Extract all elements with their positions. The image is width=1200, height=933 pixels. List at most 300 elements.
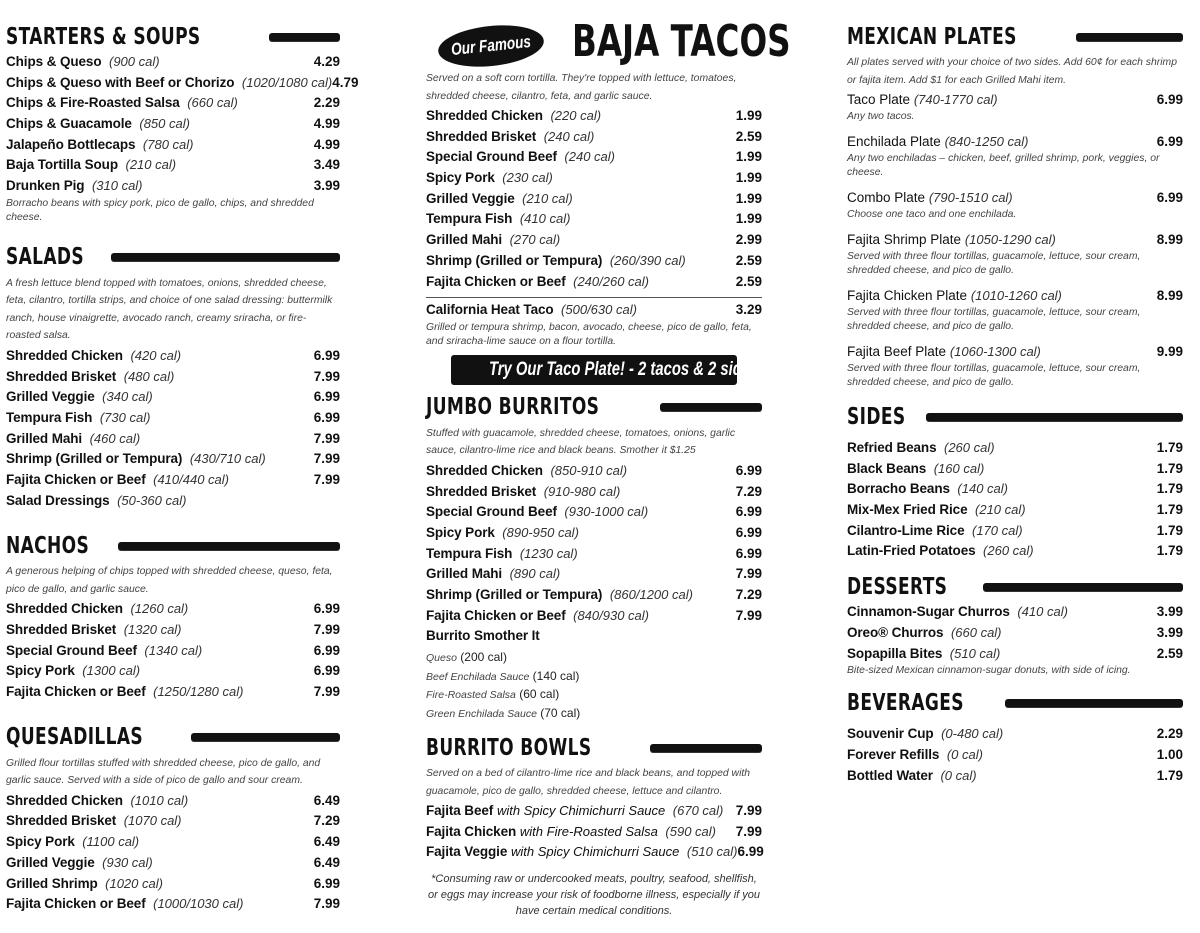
item-name-wrap — [847, 604, 1068, 619]
section-sides — [847, 400, 1183, 564]
item-name-wrap — [6, 896, 243, 911]
item-price: 6.99 — [1156, 134, 1183, 149]
menu-item — [6, 896, 340, 917]
item-price: 7.99 — [735, 803, 762, 819]
item-calories: (1300 cal) — [82, 663, 141, 679]
item-name: Chips & Guacamole — [6, 116, 132, 132]
item-price: 6.99 — [313, 663, 340, 679]
item-name: Grilled Mahi — [426, 566, 503, 582]
plate-list — [847, 92, 1183, 390]
item-price: 1.79 — [1156, 481, 1183, 497]
item-name: Combo Plate — [847, 190, 926, 205]
menu-item — [847, 768, 1183, 789]
section-title: BEVERAGES — [847, 689, 964, 716]
item-name: Shredded Chicken — [6, 792, 123, 808]
item-name-wrap — [426, 129, 594, 144]
item-name: Tempura Fish — [426, 211, 513, 227]
menu-item — [426, 170, 762, 191]
item-price: 1.79 — [1156, 767, 1183, 783]
item-calories: (310 cal) — [91, 178, 143, 194]
item-calories: (430/710 cal) — [189, 451, 266, 467]
item-name-wrap — [6, 834, 139, 849]
baja-header — [426, 16, 791, 70]
item-name-wrap — [6, 601, 188, 616]
item-name: Shredded Brisket — [6, 622, 117, 637]
item-name-wrap — [847, 288, 1062, 303]
item-subtitle: with Fire-Roasted Salsa — [519, 823, 658, 839]
smother-list — [426, 649, 762, 723]
menu-item — [6, 116, 340, 137]
smother-calories: (70 cal) — [540, 705, 581, 720]
item-price: 2.59 — [1156, 645, 1183, 661]
menu-item — [6, 389, 340, 410]
item-name-wrap — [6, 813, 182, 828]
item-note: Any two enchiladas – chicken, beef, grilled shrimp, pork, veggies, or cheese. — [847, 153, 1160, 178]
item-calories: (220 cal) — [550, 108, 602, 123]
menu-item — [426, 253, 762, 274]
item-name: Shredded Brisket — [426, 483, 537, 499]
item-calories: (1020/1080 cal) — [241, 74, 333, 90]
item-name-wrap — [6, 54, 160, 69]
item-name: Souvenir Cup — [847, 726, 934, 742]
item-note: Served with three flour tortillas, guacamole, lettuce, sour cream, shredded cheese, and pico de gallo. — [847, 251, 1141, 276]
item-calories: (850 cal) — [139, 116, 190, 132]
menu-item — [426, 587, 762, 608]
section-description: All plates served with your choice of two sides. Add 60¢ for each shrimp or fajita item. Add $1 for each Grilled Mahi item. — [847, 57, 1177, 86]
item-note: Grilled or tempura shrimp, bacon, avocado, cheese, pico de gallo, feta, and sriracha-lime sauce on a flour tortilla. — [426, 321, 752, 347]
item-name: Fajita Shrimp Plate — [847, 232, 962, 247]
smother-option — [426, 705, 762, 724]
section-description: Stuffed with guacamole, shredded cheese, tomatoes, onions, garlic sauce, cilantro-lime rice and black beans. Smother it $1.25 — [426, 427, 736, 457]
item-name-wrap — [847, 481, 1008, 496]
item-name-wrap — [426, 149, 615, 164]
section-header — [6, 529, 340, 563]
item-price: 6.99 — [313, 601, 340, 617]
item-calories: (1250/1280 cal) — [153, 684, 244, 700]
section-header — [426, 731, 762, 765]
item-calories: (510 cal) — [686, 844, 738, 860]
item-price: 1.79 — [1156, 522, 1183, 538]
section-beverages — [847, 686, 1183, 788]
section-title: SALADS — [6, 244, 85, 271]
item-calories: (840-1250 cal) — [944, 134, 1029, 149]
item-note: Borracho beans with spicy pork, pico de gallo, chips, and shredded cheese. — [6, 197, 314, 223]
item-price: 6.99 — [735, 462, 762, 478]
item-name: Shredded Chicken — [6, 347, 123, 363]
item-calories: (50-360 cal) — [117, 492, 187, 508]
item-calories: (510 cal) — [949, 645, 1001, 661]
item-name-wrap — [847, 232, 1056, 247]
menu-item — [847, 134, 1183, 154]
item-calories: (1230 cal) — [519, 545, 578, 561]
item-name-wrap — [847, 461, 984, 476]
item-calories: (210 cal) — [975, 502, 1026, 518]
section-baja-tacos — [426, 16, 791, 349]
item-name-wrap — [426, 587, 693, 602]
item-name-wrap — [847, 625, 1002, 640]
item-calories: (910-980 cal) — [543, 483, 621, 499]
item-name-wrap — [426, 274, 649, 289]
smother-calories: (200 cal) — [460, 650, 507, 665]
smother-name: Beef Enchilada Sauce — [426, 670, 530, 683]
item-name: Black Beans — [847, 460, 927, 476]
item-name: Fajita Chicken or Beef — [6, 684, 146, 700]
section-title: STARTERS & SOUPS — [6, 23, 201, 50]
menu-item — [6, 431, 340, 452]
brush-divider — [118, 543, 340, 550]
item-note: Any two tacos. — [847, 111, 915, 122]
item-calories: (140 cal) — [957, 481, 1008, 497]
item-name: Forever Refills — [847, 746, 940, 762]
banner-text: Try Our Taco Plate! - 2 tacos & 2 sides — [488, 358, 759, 380]
item-calories: (660 cal) — [187, 95, 238, 111]
menu-item — [426, 504, 762, 525]
item-name-wrap — [426, 525, 579, 540]
menu-item — [426, 484, 762, 505]
section-title: NACHOS — [6, 532, 90, 559]
item-price: 8.99 — [1156, 288, 1183, 303]
item-name: Spicy Pork — [6, 663, 75, 679]
item-name: California Heat Taco — [426, 302, 554, 318]
item-name-wrap — [6, 389, 153, 404]
item-name-wrap — [847, 344, 1041, 359]
item-name: Latin-Fried Potatoes — [847, 543, 976, 559]
section-header — [6, 721, 340, 755]
item-name: Cilantro-Lime Rice — [847, 522, 965, 538]
item-name: Bottled Water — [847, 767, 933, 783]
item-price: 6.99 — [735, 524, 762, 540]
item-list — [847, 440, 1183, 564]
item-calories: (240/260 cal) — [573, 273, 649, 289]
item-name-wrap — [847, 502, 1026, 517]
item-calories: (230 cal) — [502, 170, 553, 186]
item-name: Grilled Mahi — [426, 232, 503, 248]
item-name: Shrimp (Grilled or Tempura) — [426, 252, 603, 268]
menu-item — [847, 523, 1183, 544]
item-calories: (1100 cal) — [82, 834, 140, 850]
smother-calories: (60 cal) — [519, 687, 560, 702]
menu-item — [6, 876, 340, 897]
item-price: 8.99 — [1156, 232, 1183, 247]
item-price: 7.29 — [735, 587, 762, 602]
menu-item — [847, 190, 1183, 210]
item-calories: (930 cal) — [102, 854, 153, 870]
item-name-wrap — [6, 157, 176, 172]
menu-item — [6, 493, 340, 514]
item-price: 4.99 — [313, 136, 340, 152]
item-name: Spicy Pork — [426, 170, 495, 186]
item-price: 6.99 — [737, 844, 764, 860]
menu-item — [6, 793, 340, 814]
item-calories: (1050-1290 cal) — [964, 232, 1056, 247]
item-list — [6, 54, 359, 199]
menu-item — [426, 566, 762, 587]
section-title: MEXICAN PLATES — [847, 23, 1017, 50]
item-list — [426, 463, 762, 629]
menu-item — [6, 622, 340, 643]
item-name: Baja Tortilla Soup — [6, 157, 118, 173]
smother-calories: (140 cal) — [532, 668, 580, 683]
section-title: BURRITO BOWLS — [426, 734, 592, 761]
item-price: 3.29 — [735, 302, 762, 318]
section-description: A generous helping of chips topped with shredded cheese, queso, feta, pico de gallo, and garlic sauce. — [6, 566, 333, 595]
item-name-wrap — [426, 108, 601, 123]
item-price: 1.79 — [1156, 502, 1183, 518]
item-name: Shredded Chicken — [426, 108, 543, 123]
section-description: A fresh lettuce blend topped with tomatoes, onions, shredded cheese, feta, cilantro, tortilla strips, and choice of one salad dressing: buttermilk ranch, house vinaigrette, avocado ranch, creamy sriracha, or fire-roasted salsa. — [6, 277, 333, 342]
item-list — [847, 726, 1183, 788]
item-calories: (930-1000 cal) — [564, 504, 649, 520]
section-header — [847, 20, 1183, 54]
item-calories: (1340 cal) — [144, 642, 203, 658]
item-name: Shredded Brisket — [6, 368, 117, 384]
item-price: 6.99 — [735, 504, 762, 520]
item-name: Mix-Mex Fried Rice — [847, 502, 968, 518]
item-name: Fajita Beef Plate — [847, 344, 947, 359]
item-name-wrap — [847, 134, 1028, 149]
menu-item — [426, 211, 762, 232]
item-name-wrap — [6, 472, 229, 487]
menu-item — [426, 232, 762, 253]
item-calories: (410 cal) — [519, 211, 571, 227]
item-name-wrap — [426, 211, 570, 226]
item-name: Sopapilla Bites — [847, 645, 943, 661]
item-price: 7.99 — [313, 622, 340, 637]
smother-name: Green Enchilada Sauce — [426, 707, 537, 720]
item-name-wrap — [6, 369, 174, 384]
menu-item — [6, 178, 340, 199]
item-name-wrap — [6, 451, 266, 466]
item-name: Chips & Queso with Beef or Chorizo — [6, 74, 235, 90]
smother-option — [426, 686, 762, 705]
item-price: 6.99 — [735, 545, 762, 561]
section-desserts — [847, 570, 1183, 678]
section-header — [426, 391, 762, 425]
item-name-wrap — [6, 622, 182, 637]
item-price: 4.29 — [313, 54, 340, 69]
item-name-wrap — [847, 543, 1034, 558]
item-price: 1.99 — [735, 211, 762, 227]
menu-item — [6, 137, 340, 158]
item-note: Choose one taco and one enchilada. — [847, 209, 1017, 220]
brush-divider — [660, 404, 762, 411]
item-name: Jalapeño Bottlecaps — [6, 136, 136, 152]
item-calories: (1010-1260 cal) — [970, 288, 1062, 303]
brush-divider — [926, 414, 1183, 421]
menu-column-middle — [426, 16, 791, 919]
item-price: 7.99 — [313, 684, 340, 700]
item-calories: (900 cal) — [108, 54, 160, 69]
brush-divider — [111, 254, 340, 261]
item-calories: (410/440 cal) — [153, 471, 229, 487]
section-description: Served on a bed of cilantro-lime rice and black beans, and topped with guacamole, pico de gallo, shredded cheese, lettuce and cilantro. — [426, 768, 751, 797]
item-price: 6.99 — [313, 409, 340, 425]
item-name: Grilled Shrimp — [6, 875, 98, 891]
item-name-wrap — [6, 75, 332, 90]
menu-item — [847, 625, 1183, 646]
item-price: 7.99 — [313, 430, 340, 446]
item-name: Shredded Brisket — [426, 128, 537, 144]
smother-title: Burrito Smother It — [426, 628, 540, 644]
item-price: 9.99 — [1156, 344, 1183, 359]
section-quesadillas — [6, 721, 340, 917]
smother-option — [426, 668, 762, 687]
item-name-wrap — [6, 684, 243, 699]
item-name: Salad Dressings — [6, 492, 110, 508]
item-calories: (860/1200 cal) — [609, 587, 693, 602]
item-name: Spicy Pork — [6, 834, 75, 850]
section-header — [847, 686, 1183, 720]
section-description: Served on a soft corn tortilla. They're topped with lettuce, tomatoes, shredded cheese, cilantro, feta, and garlic sauce. — [426, 73, 737, 102]
item-name-wrap — [847, 92, 998, 107]
item-name: Fajita Chicken or Beef — [426, 273, 566, 289]
menu-item — [426, 463, 762, 484]
item-name-wrap — [847, 768, 977, 783]
menu-column-left — [6, 20, 359, 933]
section-burrito-bowls — [426, 731, 762, 865]
item-name-wrap — [6, 178, 143, 193]
menu-item — [6, 54, 340, 75]
item-calories: (240 cal) — [564, 149, 615, 165]
item-name-wrap — [426, 170, 553, 185]
menu-item — [426, 191, 762, 212]
item-price: 1.79 — [1156, 543, 1183, 559]
item-price: 7.99 — [313, 896, 340, 912]
menu-item — [847, 440, 1183, 461]
section-header — [6, 241, 340, 275]
item-calories: (790-1510 cal) — [928, 190, 1013, 205]
menu-item — [426, 525, 762, 546]
item-name: Borracho Beans — [847, 481, 950, 497]
smother-name: Fire-Roasted Salsa — [426, 689, 516, 702]
item-calories: (1260 cal) — [130, 601, 189, 617]
item-name: Taco Plate — [847, 92, 911, 107]
smother-option — [426, 649, 762, 668]
item-price: 7.99 — [313, 368, 340, 384]
item-calories: (0 cal) — [946, 746, 983, 762]
item-name-wrap — [847, 440, 995, 455]
item-list — [6, 348, 340, 514]
item-price: 3.99 — [313, 178, 340, 194]
item-name: Chips & Queso — [6, 54, 102, 69]
brush-divider — [1076, 34, 1183, 41]
item-calories: (260/390 cal) — [609, 252, 686, 268]
item-subtitle: with Spicy Chimichurri Sauce — [511, 844, 680, 860]
brush-divider — [191, 734, 340, 741]
item-name: Grilled Veggie — [6, 389, 95, 405]
item-calories: (1010 cal) — [130, 792, 189, 808]
item-name: Fajita Chicken — [426, 823, 517, 839]
item-price: 2.59 — [735, 273, 762, 289]
plate-item — [847, 232, 1183, 278]
item-name-wrap — [426, 824, 716, 839]
item-name: Tempura Fish — [426, 545, 513, 561]
menu-item — [426, 149, 762, 170]
item-name: Grilled Veggie — [426, 190, 515, 206]
item-price: 1.79 — [1156, 460, 1183, 476]
item-name-wrap — [6, 348, 181, 363]
item-price: 2.29 — [313, 95, 340, 111]
item-calories: (890 cal) — [509, 566, 561, 582]
menu-item — [847, 646, 1183, 667]
menu-item — [847, 747, 1183, 768]
item-name-wrap — [426, 608, 649, 623]
item-name-wrap — [426, 232, 560, 247]
menu-item — [847, 461, 1183, 482]
food-safety-footnote: *Consuming raw or undercooked meats, poultry, seafood, shellfish, or eggs may increase your risk of foodborne illness, especially if you have certain medical conditions. — [428, 873, 760, 918]
plate-item — [847, 190, 1183, 222]
menu-item — [6, 369, 340, 390]
item-name-wrap — [6, 793, 188, 808]
menu-item — [426, 274, 762, 295]
section-header — [847, 400, 1183, 434]
item-name: Chips & Fire-Roasted Salsa — [6, 95, 180, 111]
item-price: 7.99 — [735, 566, 762, 582]
item-calories: (260 cal) — [944, 440, 995, 455]
item-price: 6.99 — [1156, 92, 1183, 107]
item-calories: (340 cal) — [102, 389, 153, 405]
item-list — [847, 604, 1183, 666]
section-title: SIDES — [847, 403, 906, 430]
item-price: 1.99 — [735, 170, 762, 186]
item-price: 2.59 — [735, 252, 762, 268]
menu-item — [6, 74, 359, 96]
item-calories: (170 cal) — [972, 522, 1023, 538]
brush-divider — [1005, 700, 1183, 707]
item-name-wrap — [426, 504, 648, 519]
item-name-wrap — [426, 463, 627, 478]
section-title: JUMBO BURRITOS — [426, 394, 600, 421]
menu-item — [426, 824, 762, 845]
item-name-wrap — [6, 95, 238, 110]
section-title: BAJA TACOS — [572, 16, 791, 67]
badge-text: Our Famous — [450, 31, 532, 60]
item-calories: (210 cal) — [125, 157, 177, 173]
item-calories: (850-910 cal) — [550, 462, 628, 478]
item-name-wrap — [426, 484, 620, 499]
item-price: 1.79 — [1156, 440, 1183, 455]
item-name: Shredded Chicken — [6, 601, 123, 617]
menu-item — [6, 157, 340, 178]
item-calories: (840/930 cal) — [573, 607, 649, 623]
item-price: 1.99 — [735, 149, 762, 165]
menu-item — [6, 410, 340, 431]
item-subtitle: with Spicy Chimichurri Sauce — [496, 803, 666, 819]
item-calories: (0-480 cal) — [941, 726, 1004, 742]
section-nachos — [6, 529, 340, 704]
item-list — [6, 793, 340, 917]
menu-item — [6, 663, 340, 684]
menu-item — [847, 726, 1183, 747]
item-list — [426, 108, 762, 294]
item-price: 6.99 — [313, 389, 340, 405]
menu-item — [847, 288, 1183, 308]
section-salads — [6, 241, 340, 514]
item-price: 1.00 — [1156, 746, 1183, 762]
menu-item — [6, 601, 340, 622]
item-name-wrap — [6, 116, 190, 131]
menu-column-right — [847, 20, 1183, 804]
item-name: Fajita Veggie — [426, 844, 508, 860]
item-name-wrap — [847, 726, 1003, 741]
menu-item — [426, 129, 762, 150]
item-price: 3.99 — [1156, 604, 1183, 620]
item-name-wrap — [426, 191, 573, 206]
item-price: 6.49 — [313, 834, 340, 850]
item-calories: (460 cal) — [89, 430, 141, 446]
menu-item — [6, 643, 340, 664]
item-price: 7.99 — [735, 607, 762, 623]
